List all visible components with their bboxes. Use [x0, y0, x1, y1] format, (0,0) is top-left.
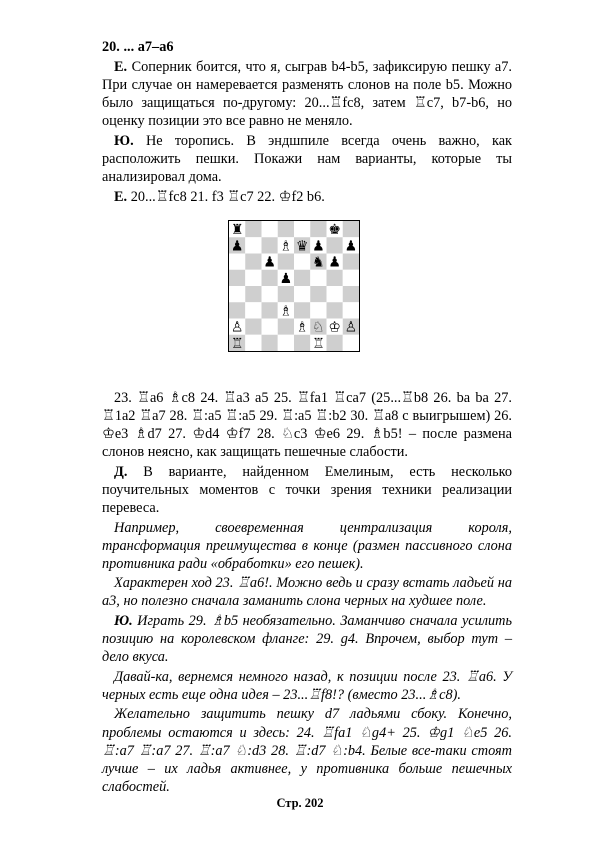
board-square	[294, 253, 310, 269]
chess-piece-black: ♟	[312, 238, 325, 255]
paragraph	[102, 705, 512, 795]
board-square	[343, 302, 359, 318]
speaker-label: Ю.	[114, 132, 134, 149]
chess-piece-white: ♙	[230, 319, 244, 336]
board-square	[229, 302, 245, 318]
paragraph	[102, 612, 512, 666]
paragraph	[102, 574, 512, 610]
page-number: Стр. 202	[276, 796, 324, 810]
board-square	[245, 237, 261, 253]
paragraph-text: Соперник боится, что я, сыграв b4-b5, зафиксирую пешку a7. При случае он намеревается разменять слонов на поле b5. Можно было защищаться по-другому: 20...♖fc8, затем ♖c7, b7-b6, но оценку позиции это все равно не меняло.	[102, 59, 512, 130]
board-square	[327, 335, 343, 351]
chess-piece-white: ♘	[312, 319, 325, 336]
chess-piece-white: ♗	[295, 319, 309, 336]
speaker-label: Е.	[114, 59, 128, 76]
board-square	[294, 335, 310, 351]
chess-piece-black: ♚	[328, 221, 341, 238]
paragraph-text: Характерен ход 23. ♖a6!. Можно ведь и сразу встать ладьей на a3, но полезно сначала заманить слона черных на худшее поле.	[102, 575, 512, 610]
board-square	[229, 270, 245, 286]
paragraph	[102, 132, 512, 186]
board-square	[310, 302, 326, 318]
board-square	[294, 270, 310, 286]
text-block-bottom	[102, 389, 512, 796]
move-heading: 20. ... a7–a6	[102, 39, 174, 55]
board-square	[343, 270, 359, 286]
speaker-label: Е.	[114, 188, 128, 205]
board-square	[327, 237, 343, 253]
chess-piece-white: ♔	[328, 319, 341, 336]
speaker-label: Ю.	[114, 612, 133, 629]
board-square	[262, 237, 278, 253]
board-square	[245, 253, 261, 269]
board-square	[343, 253, 359, 269]
paragraph-text: Играть 29. ♗b5 необязательно. Заманчиво сначала усилить позицию на королевском фланге: 29. g4. Впрочем, выбор тут – дело вкуса.	[102, 612, 512, 666]
paragraph	[102, 519, 512, 573]
chess-piece-black: ♟	[263, 254, 276, 271]
paragraph	[102, 188, 512, 206]
paragraph	[102, 58, 512, 130]
chess-piece-white: ♗	[279, 303, 293, 320]
paragraph	[102, 389, 512, 461]
chess-piece-white: ♖	[312, 335, 325, 351]
chess-board	[229, 221, 359, 351]
board-square	[343, 221, 359, 237]
board-square	[310, 286, 326, 302]
board-square	[278, 221, 294, 237]
chess-piece-black: ♞	[312, 254, 325, 271]
board-square	[343, 286, 359, 302]
chess-piece-black: ♟	[328, 254, 341, 271]
board-square	[262, 221, 278, 237]
board-square	[310, 270, 326, 286]
chess-piece-black: ♛	[295, 238, 309, 255]
chess-piece-black: ♟	[230, 238, 244, 255]
board-square	[278, 335, 294, 351]
board-square	[343, 335, 359, 351]
chess-piece-white: ♖	[230, 335, 244, 351]
board-square	[245, 318, 261, 334]
speaker-label: Д.	[114, 463, 128, 480]
board-square	[245, 270, 261, 286]
chess-piece-black: ♟	[279, 270, 293, 287]
board-square	[278, 286, 294, 302]
board-square	[327, 286, 343, 302]
board-square	[245, 286, 261, 302]
board-square	[245, 335, 261, 351]
paragraph-text: 23. ♖a6 ♗c8 24. ♖a3 a5 25. ♖fa1 ♖ca7 (25...♖b8 26. ba ba 27. ♖1a2 ♖a7 28. ♖:a5 ♖:a5 29. ♖:a5 ♖:b2 30. ♖a8 с выигрышем) 26. ♔e3 ♗d7 27. ♔d4 ♔f7 28. ♘c3 ♔e6 29. ♗b5! – после размена слонов неясно, как защищать пешечные слабости.	[102, 389, 512, 461]
page-content	[102, 38, 512, 797]
board-square	[294, 302, 310, 318]
board-square	[310, 221, 326, 237]
paragraph	[102, 668, 512, 704]
paragraph-text: В варианте, найденном Емелиным, есть несколько поучительных моментов с точки зрения техники реализации перевеса.	[102, 463, 512, 516]
board-square	[294, 221, 310, 237]
board-square	[245, 221, 261, 237]
board-square	[327, 302, 343, 318]
chess-piece-black: ♗	[279, 238, 293, 255]
board-square	[229, 253, 245, 269]
chess-piece-black: ♟	[344, 238, 358, 255]
chess-piece-black: ♜	[230, 221, 244, 238]
board-square	[262, 335, 278, 351]
text-block-top	[102, 58, 512, 206]
chess-piece-white: ♙	[344, 319, 358, 336]
board-square	[327, 270, 343, 286]
paragraph-text: Давай-ка, вернемся немного назад, к позиции после 23. ♖a6. У черных есть еще одна идея – 23...♖f8!? (вместо 23...♗c8).	[102, 668, 512, 703]
paragraph-text: 20...♖fc8 21. f3 ♖c7 22. ♔f2 b6.	[127, 188, 325, 205]
paragraph-text: Не торопись. В эндшпиле всегда очень важно, как расположить пешки. Покажи нам варианты, которые ты анализировал дома.	[102, 132, 512, 186]
board-square	[229, 286, 245, 302]
board-square	[262, 270, 278, 286]
paragraph-text: Например, своевременная централизация короля, трансформация преимущества в конце (размен пассивного слона противника ради «обработки» его пешек).	[102, 519, 512, 572]
board-square	[262, 318, 278, 334]
board-square	[245, 302, 261, 318]
board-square	[262, 286, 278, 302]
paragraph-text: Желательно защитить пешку d7 ладьями сбоку. Конечно, проблемы остаются и здесь: 24. ♖fa1 ♘g4+ 25. ♔g1 ♘e5 26. ♖:a7 ♖:a7 27. ♖:a7 ♘:d3 28. ♖:d7 ♘:b4. Белые все-таки стоят лучше – их ладья активнее, у противника больше пешечных слабостей.	[102, 706, 512, 795]
chess-diagram	[228, 220, 360, 352]
board-square	[278, 318, 294, 334]
board-square	[294, 286, 310, 302]
board-square	[262, 302, 278, 318]
paragraph	[102, 463, 512, 517]
diagram-area	[102, 220, 512, 370]
board-square	[278, 253, 294, 269]
